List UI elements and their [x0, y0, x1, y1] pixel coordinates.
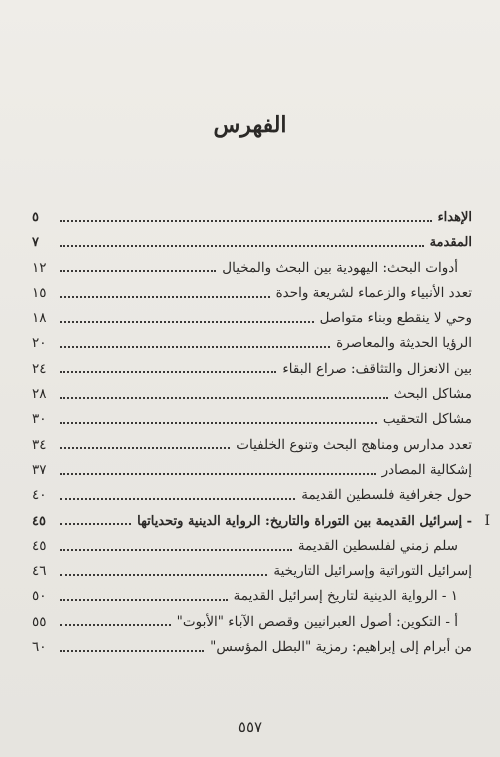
- toc-entry-page: ٥٠: [32, 588, 47, 605]
- page-number: ٥٥٧: [237, 718, 263, 736]
- dot-leader: [60, 523, 131, 525]
- table-of-contents: [32, 205, 490, 660]
- toc-entry-title: تعدد مدارس ومناهج البحث وتنوع الخلفيات: [236, 436, 472, 453]
- toc-entry-title: من أبرام إلى إبراهيم: رمزية "البطل المؤسس": [210, 639, 472, 656]
- toc-entry: [32, 483, 472, 508]
- toc-section-entry: [32, 509, 490, 534]
- toc-entry-page: ٣٤: [32, 436, 47, 453]
- toc-entry-title: ١ - الرواية الدينية لتاريخ إسرائيل القديمة: [233, 588, 458, 605]
- toc-entry: [32, 584, 472, 609]
- toc-entry: [32, 458, 472, 483]
- toc-entry-title: المقدمة: [429, 235, 472, 251]
- toc-entry-title: - إسرائيل القديمة بين التوراة والتاريخ: الرواية الدينية وتحدياتها: [137, 513, 472, 529]
- dot-leader: [60, 447, 230, 449]
- dot-leader: [60, 321, 314, 323]
- section-numeral: I: [484, 512, 490, 529]
- toc-entry: [32, 534, 472, 559]
- toc-entry: [32, 230, 472, 255]
- toc-entry: [32, 331, 472, 356]
- toc-entry-page: ٤٥: [32, 537, 47, 554]
- dot-leader: [60, 371, 276, 373]
- toc-entry-title: بين الانعزال والتثاقف: صراع البقاء: [282, 360, 472, 377]
- toc-entry: [32, 407, 472, 432]
- toc-entry-page: ٢٨: [32, 386, 47, 403]
- toc-entry-page: ٦٠: [32, 639, 47, 656]
- toc-entry: [32, 256, 472, 281]
- page-title: الفهرس: [213, 112, 287, 138]
- toc-entry: [32, 281, 472, 306]
- toc-entry-page: ٥: [32, 210, 39, 225]
- toc-entry: [32, 559, 472, 584]
- toc-entry-title: الرؤيا الحديثة والمعاصرة: [336, 335, 472, 352]
- toc-entry-title: وحي لا ينقطع وبناء متواصل: [319, 310, 472, 327]
- toc-entry-page: ٣٠: [32, 411, 47, 428]
- toc-entry-title: أدوات البحث: اليهودية بين البحث والمخيال: [222, 259, 458, 276]
- toc-entry-title: الإهداء: [437, 210, 472, 225]
- toc-entry-page: ٧: [32, 235, 39, 251]
- toc-entry-title: أ - التكوين: أصول العبرانيين وقصص الآباء "الأبوت": [176, 613, 458, 630]
- toc-entry: [32, 357, 472, 382]
- toc-entry: [32, 610, 472, 635]
- toc-entry-title: مشاكل التحقيب: [382, 411, 472, 428]
- dot-leader: [60, 220, 432, 222]
- toc-entry-page: ٤٠: [32, 487, 47, 504]
- dot-leader: [60, 599, 228, 601]
- dot-leader: [60, 624, 171, 626]
- toc-entry-page: ١٥: [32, 284, 47, 301]
- dot-leader: [60, 346, 330, 348]
- dot-leader: [60, 296, 270, 298]
- dot-leader: [60, 498, 295, 500]
- toc-entry-page: ٢٤: [32, 360, 47, 377]
- toc-entry-page: ١٢: [32, 259, 47, 276]
- toc-entry: [32, 433, 472, 458]
- dot-leader: [60, 473, 376, 475]
- toc-entry-page: ٤٦: [32, 563, 47, 580]
- dot-leader: [60, 574, 267, 576]
- dot-leader: [60, 422, 377, 424]
- toc-entry: [32, 635, 472, 660]
- dot-leader: [60, 650, 204, 652]
- toc-entry: [32, 382, 472, 407]
- toc-entry-title: إشكالية المصادر: [381, 461, 472, 478]
- toc-entry-title: سلم زمني لفلسطين القديمة: [297, 537, 458, 554]
- toc-entry-title: تعدد الأنبياء والزعماء لشريعة واحدة: [275, 284, 472, 301]
- toc-entry-title: حول جغرافية فلسطين القديمة: [301, 487, 472, 504]
- toc-entry-page: ١٨: [32, 310, 47, 327]
- dot-leader: [60, 549, 292, 551]
- dot-leader: [60, 245, 424, 247]
- dot-leader: [60, 397, 388, 399]
- toc-entry-page: ٢٠: [32, 335, 47, 352]
- toc-entry-page: ٤٥: [32, 513, 46, 529]
- toc-entry-page: ٣٧: [32, 461, 47, 478]
- toc-entry-page: ٥٥: [32, 613, 47, 630]
- toc-entry-title: مشاكل البحث: [393, 386, 472, 403]
- toc-entry: [32, 205, 472, 230]
- dot-leader: [60, 270, 216, 272]
- toc-entry-title: إسرائيل التوراتية وإسرائيل التاريخية: [273, 563, 472, 580]
- toc-entry: [32, 306, 472, 331]
